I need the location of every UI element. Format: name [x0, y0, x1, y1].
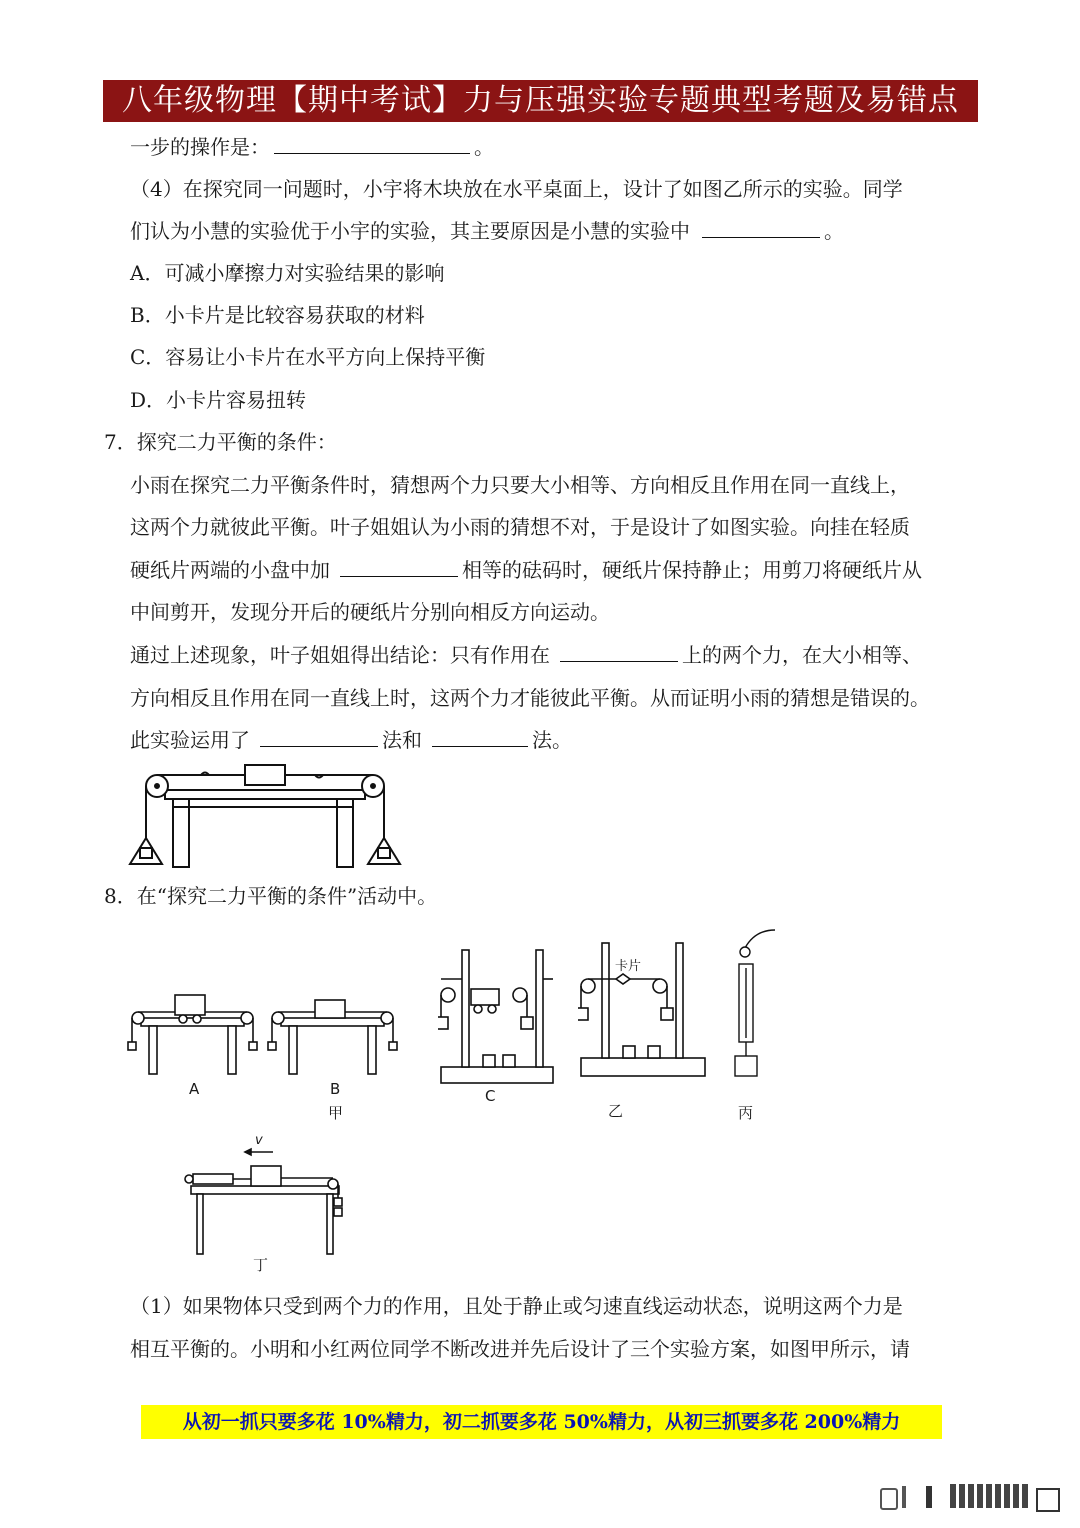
answer-blank[interactable] — [560, 641, 678, 662]
q7-line1: 小雨在探究二力平衡条件时，猜想两个力只要大小相等、方向相反且作用在同一直线上， — [130, 473, 910, 497]
q7-line5-text: 通过上述现象，叶子姐姐得出结论：只有作用在 — [130, 643, 550, 667]
figure-label-bing: 丙 — [738, 1104, 754, 1122]
figure-label-b: B — [330, 1080, 341, 1098]
answer-blank[interactable] — [702, 217, 820, 238]
q7-line3-text2: 相等的砝码时，硬纸片保持静止；用剪刀将硬纸片从 — [462, 558, 922, 582]
figure-label-a: A — [189, 1080, 200, 1098]
page-banner-title: 八年级物理【期中考试】力与压强实验专题典型考题及易错点 — [103, 80, 978, 122]
q7-line7-text2: 法和 — [382, 728, 422, 752]
figure-yi-card-stand — [578, 938, 708, 1080]
figure-label-kapian: 卡片 — [615, 959, 642, 974]
figure-c-stand — [438, 945, 558, 1087]
q7-line5 — [130, 641, 922, 669]
q7-line2: 这两个力就彼此平衡。叶子姐姐认为小雨的猜想不对，于是设计了如图实验。向挂在轻质 — [130, 515, 910, 539]
q8-part1-line2: 相互平衡的。小明和小红两位同学不断改进并先后设计了三个实验方案，如图甲所示，请 — [130, 1337, 910, 1361]
q6-part4-line2-text: 们认为小慧的实验优于小宇的实验，其主要原因是小慧的实验中 — [130, 219, 690, 243]
option-b: B．小卡片是比较容易获取的材料 — [130, 303, 425, 327]
figure-bing-spring-scale — [725, 928, 785, 1080]
q8-part1-line1: （1）如果物体只受到两个力的作用，且处于静止或匀速直线运动状态，说明这两个力是 — [130, 1294, 903, 1318]
figure-label-jia: 甲 — [328, 1104, 344, 1122]
q7-line7 — [130, 726, 572, 754]
q6-part4-line1: （4）在探究同一问题时，小宇将木块放在水平桌面上，设计了如图乙所示的实验。同学 — [130, 177, 903, 201]
figure-ding-table-scale — [183, 1140, 353, 1260]
answer-blank[interactable] — [260, 726, 378, 747]
footer-motto: 从初一抓只要多花 10%精力，初二抓要多花 50%精力，从初三抓要多花 200%精力 — [141, 1405, 942, 1439]
figure-label-v: v — [255, 1133, 263, 1148]
option-d: D．小卡片容易扭转 — [130, 388, 307, 412]
q6-step-end: 。 — [474, 135, 494, 159]
figure-label-c: C — [485, 1087, 496, 1105]
q6-part4-line2 — [130, 217, 844, 245]
q7-title: 7．探究二力平衡的条件： — [104, 430, 337, 454]
q6-step-text: 一步的操作是： — [130, 135, 270, 159]
q7-line5-text2: 上的两个力，在大小相等、 — [682, 643, 922, 667]
answer-blank[interactable] — [432, 726, 528, 747]
q6-step-line — [130, 133, 494, 161]
figure-a-table — [125, 990, 260, 1080]
watermark-logo — [880, 1484, 1060, 1510]
option-c: C．容易让小卡片在水平方向上保持平衡 — [130, 345, 486, 369]
option-a: A．可减小摩擦力对实验结果的影响 — [130, 261, 445, 285]
q7-line7-text3: 法。 — [532, 728, 572, 752]
q6-part4-line2-end: 。 — [824, 219, 844, 243]
answer-blank[interactable] — [340, 556, 458, 577]
q7-line3-text: 硬纸片两端的小盘中加 — [130, 558, 330, 582]
q7-apparatus-figure — [125, 758, 405, 870]
figure-b-table — [265, 990, 400, 1080]
q7-line7-text: 此实验运用了 — [130, 728, 250, 752]
answer-blank[interactable] — [274, 133, 470, 154]
q7-line6: 方向相反且作用在同一直线上时，这两个力才能彼此平衡。从而证明小雨的猜想是错误的。 — [130, 686, 930, 710]
figure-label-ding: 丁 — [253, 1256, 269, 1274]
q7-line4: 中间剪开，发现分开后的硬纸片分别向相反方向运动。 — [130, 600, 610, 624]
q7-line3 — [130, 556, 922, 584]
q8-title: 8．在“探究二力平衡的条件”活动中。 — [104, 884, 438, 908]
figure-label-yi: 乙 — [608, 1102, 624, 1120]
